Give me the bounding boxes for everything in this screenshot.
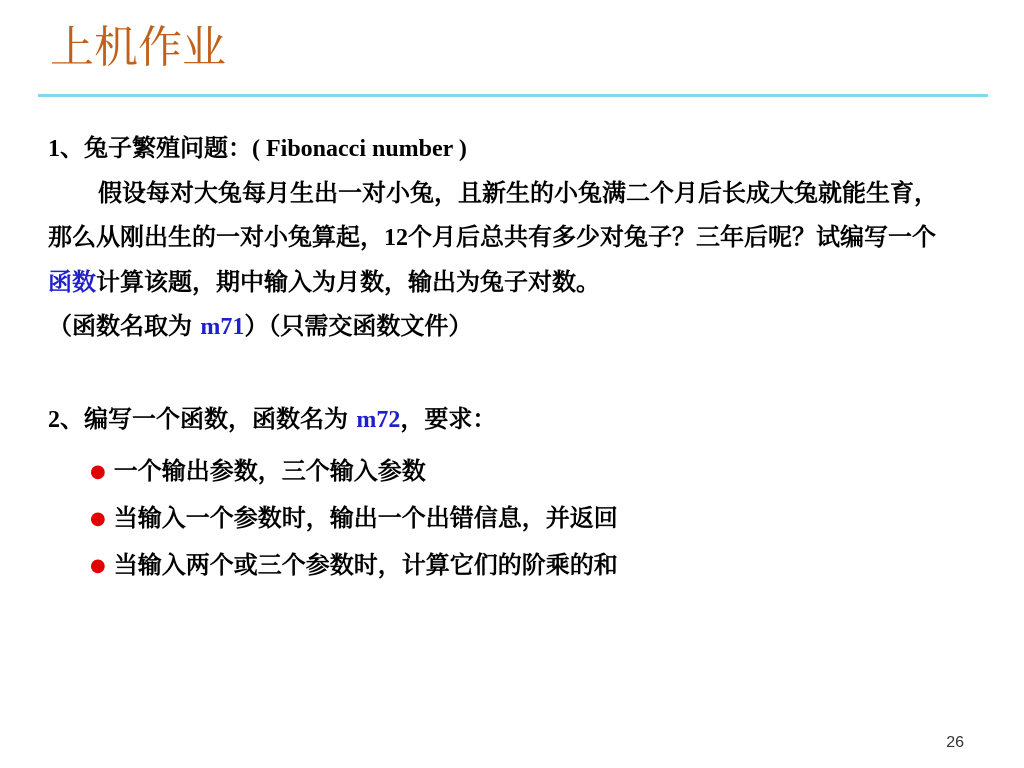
title-divider — [38, 94, 988, 97]
q2-heading-text-1: 、编写一个函数，函数名为 — [60, 405, 357, 433]
q1-function-name: m71 — [200, 314, 245, 340]
q1-number: 1 — [48, 136, 60, 162]
q2-heading-text-2: ，要求： — [400, 405, 497, 433]
list-item-text: 当输入两个或三个参数时，计算它们的阶乘的和 — [113, 551, 618, 579]
bullet-icon: ● — [90, 508, 106, 529]
list-item — [90, 542, 958, 589]
list-item-text: 当输入一个参数时，输出一个出错信息，并返回 — [113, 504, 618, 532]
list-item — [90, 495, 958, 542]
q2-function-name: m72 — [356, 407, 401, 433]
q1-heading-text: 、兔子繁殖问题： — [60, 134, 252, 162]
bullet-icon: ● — [90, 461, 106, 482]
slide-title: 上机作业 — [50, 22, 226, 73]
q2-number: 2 — [48, 407, 60, 433]
q1-note — [48, 304, 958, 349]
bullet-icon: ● — [90, 555, 106, 576]
q1-heading — [48, 126, 958, 171]
q2-requirements-list — [48, 448, 958, 589]
list-item — [90, 448, 958, 495]
q1-para-number: 12 — [384, 225, 408, 251]
q1-para-text-3: 计算该题，期中输入为月数，输出为兔子对数。 — [96, 268, 600, 296]
q1-para-text-1: 假设每对大兔每月生出一对小兔，且新生的小兔满二个月后长成大兔就能生育，那么从刚出生的一对小兔算起， — [48, 179, 938, 251]
q1-paragraph — [48, 171, 958, 304]
page-number: 26 — [946, 734, 964, 751]
list-item-text: 一个输出参数，三个输入参数 — [113, 457, 426, 485]
q2-heading — [48, 397, 958, 442]
q1-note-text-1: （函数名取为 — [48, 312, 201, 340]
q1-para-text-2: 个月后总共有多少对兔子？三年后呢？试编写一个 — [408, 223, 936, 251]
q1-para-highlight: 函数 — [48, 268, 96, 296]
slide-content — [48, 126, 958, 589]
q1-heading-en: ( Fibonacci number ) — [252, 136, 467, 162]
q1-note-text-2: ）（只需交函数文件） — [244, 312, 473, 340]
